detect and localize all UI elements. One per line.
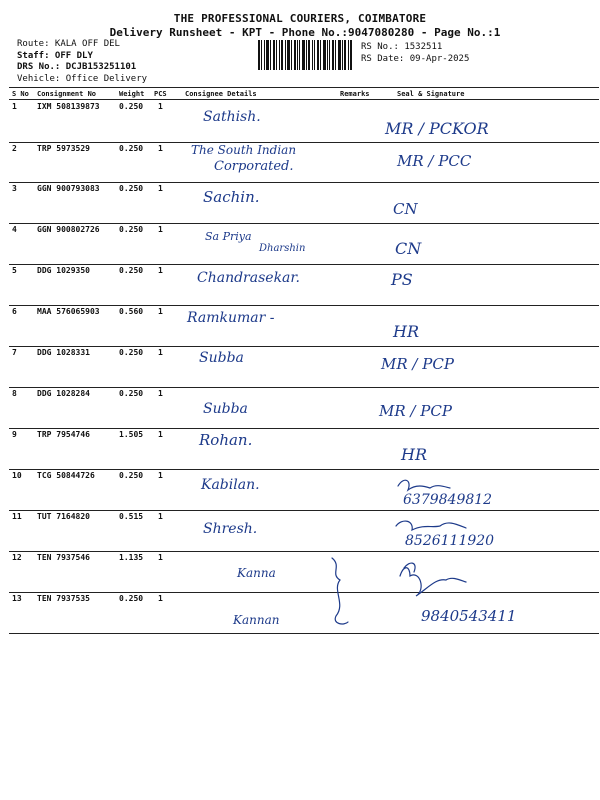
vehicle-label: Vehicle: Office Delivery (17, 73, 148, 84)
document-title: THE PROFESSIONAL COURIERS, COIMBATORE (173, 12, 427, 25)
row-pcs: 1 (158, 266, 163, 275)
row-seal: 9840543411 (421, 607, 517, 625)
row-consignee-line2: Dharshin (259, 243, 306, 254)
row-seal: HR (393, 322, 419, 341)
route-label: Route: KALA OFF DEL (17, 39, 120, 49)
row-seal: MR / PCP (381, 355, 454, 373)
row-consignee: Chandrasekar. (197, 270, 300, 286)
row-consignee: Sa Priya (205, 230, 252, 243)
row-consignment: MAA 576065903 (37, 307, 100, 316)
row-seal: MR / PCKOR (385, 119, 489, 138)
row-pcs: 1 (158, 553, 163, 562)
row-consignment: TUT 7164820 (37, 512, 90, 521)
row-sno: 11 (12, 512, 22, 521)
row-consignment: DDG 1028331 (37, 348, 90, 357)
row-weight: 1.135 (119, 553, 144, 562)
row-sno: 12 (12, 553, 22, 562)
row-sno: 10 (12, 471, 22, 480)
row-weight: 0.560 (119, 307, 144, 316)
row-consignment: TRP 5973529 (37, 144, 90, 153)
col-consignment-header: Consignment No (37, 90, 97, 98)
row-consignee: Sachin. (203, 188, 260, 206)
row-weight: 1.505 (119, 430, 144, 439)
row-pcs: 1 (158, 471, 163, 480)
row-consignment: IXM 508139873 (37, 102, 100, 111)
row-seal: CN (393, 200, 418, 218)
row-consignee: Sathish. (203, 109, 261, 125)
row-consignment: GGN 900793083 (37, 184, 100, 193)
row-consignment: TCG 50844726 (37, 471, 95, 480)
row-weight: 0.250 (119, 594, 144, 603)
row-consignee: Kabilan. (201, 477, 260, 493)
row-consignee: Kanna (237, 566, 276, 580)
row-seal: 6379849812 (403, 492, 493, 508)
row-sno: 4 (12, 225, 17, 234)
rs-date: RS Date: 09-Apr-2025 (361, 54, 470, 64)
signature-row-11 (396, 521, 466, 530)
signature-row-12 (400, 568, 466, 596)
row-consignee: Rohan. (199, 431, 253, 449)
row-sno: 9 (12, 430, 17, 439)
row-weight: 0.250 (119, 389, 144, 398)
row-sno: 2 (12, 144, 17, 153)
row-weight: 0.250 (119, 144, 144, 153)
row-weight: 0.250 (119, 348, 144, 357)
signature-row-10 (398, 480, 450, 490)
row-sno: 7 (12, 348, 17, 357)
row-pcs: 1 (158, 512, 163, 521)
rs-number: RS No.: 1532511 (361, 42, 443, 52)
row-consignee: Ramkumar - (187, 310, 275, 326)
row-consignee: Kannan (233, 613, 280, 627)
row-pcs: 1 (158, 144, 163, 153)
bracket-mark (332, 558, 348, 624)
row-weight: 0.250 (119, 102, 144, 111)
row-seal: CN (395, 239, 422, 258)
row-pcs: 1 (158, 102, 163, 111)
row-pcs: 1 (158, 184, 163, 193)
row-consignment: TRP 7954746 (37, 430, 90, 439)
row-consignee: Shresh. (203, 521, 258, 537)
row-consignment: TEN 7937535 (37, 594, 90, 603)
row-sno: 5 (12, 266, 17, 275)
row-weight: 0.250 (119, 471, 144, 480)
row-consignee-line2: Corporated. (214, 159, 294, 174)
row-sno: 6 (12, 307, 17, 316)
row-sno: 3 (12, 184, 17, 193)
row-weight: 0.250 (119, 184, 144, 193)
row-seal: PS (391, 270, 413, 289)
row-pcs: 1 (158, 225, 163, 234)
row-sno: 1 (12, 102, 17, 111)
row-consignee: Subba (203, 401, 248, 417)
document-subtitle: Delivery Runsheet - KPT - Phone No.:9047080280 - Page No.:1 (109, 26, 501, 39)
row-pcs: 1 (158, 307, 163, 316)
row-consignment: GGN 900802726 (37, 225, 100, 234)
col-sno-header: S No (12, 90, 29, 98)
row-pcs: 1 (158, 430, 163, 439)
row-seal: MR / PCC (397, 152, 472, 170)
row-sno: 8 (12, 389, 17, 398)
drs-number: DRS No.: DCJB153251101 (17, 62, 137, 72)
col-pcs-header: PCS (154, 90, 167, 98)
row-seal: 8526111920 (405, 533, 495, 549)
row-weight: 0.250 (119, 225, 144, 234)
col-weight-header: Weight (119, 90, 145, 98)
row-consignment: TEN 7937546 (37, 553, 90, 562)
row-pcs: 1 (158, 594, 163, 603)
row-consignment: DDG 1029350 (37, 266, 90, 275)
row-seal: MR / PCP (379, 402, 452, 420)
row-sno: 13 (12, 594, 22, 603)
row-consignment: DDG 1028284 (37, 389, 90, 398)
row-pcs: 1 (158, 389, 163, 398)
staff-label: Staff: OFF DLY (17, 50, 93, 61)
row-weight: 0.515 (119, 512, 144, 521)
col-seal-header: Seal & Signature (397, 90, 465, 98)
col-consignee-header: Consignee Details (185, 90, 257, 98)
row-consignee: The South Indian (191, 143, 297, 157)
row-pcs: 1 (158, 348, 163, 357)
row-consignee: Subba (199, 350, 244, 366)
col-remarks-header: Remarks (340, 90, 370, 98)
row-weight: 0.250 (119, 266, 144, 275)
row-seal: HR (401, 445, 427, 464)
